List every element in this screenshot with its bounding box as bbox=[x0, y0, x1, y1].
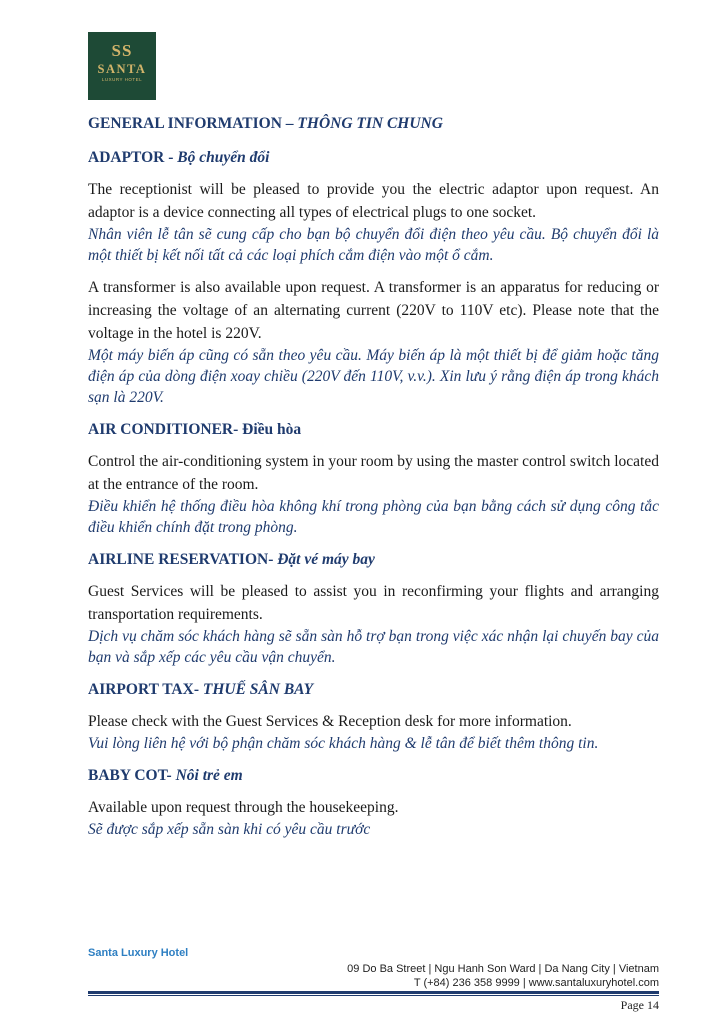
air-conditioner-text-vi: Điều khiển hệ thống điều hòa không khí trong phòng của bạn bằng cách sử dụng công tắc điều khiển chính đặt trong phòng. bbox=[88, 498, 659, 536]
transformer-text-vi: Một máy biến áp cũng có sẵn theo yêu cầu. Máy biến áp là một thiết bị để giảm hoặc tăng điện áp của dòng điện xoay chiều (220V đến 110V, v.v.). Xin lưu ý rằng điện áp trong khách sạn là 220V. bbox=[88, 347, 659, 406]
hotel-logo bbox=[88, 32, 156, 100]
section-title-adaptor: ADAPTOR - Bộ chuyển đổi bbox=[88, 149, 270, 166]
footer-address-block bbox=[347, 962, 659, 990]
airline-reservation-text-en: Guest Services will be pleased to assist you in reconfirming your flights and arranging transportation requirements. bbox=[88, 583, 659, 623]
adaptor-text-en: The receptionist will be pleased to provide you the electric adaptor upon request. An adaptor is a device connecting all types of electrical plugs to one socket. bbox=[88, 181, 659, 221]
footer-contact: T (+84) 236 358 9999 | www.santaluxuryhotel.com bbox=[413, 977, 659, 989]
baby-cot-text-vi: Sẽ được sắp xếp sẵn sàn khi có yêu cầu trước bbox=[88, 821, 371, 838]
section-title-air-conditioner: AIR CONDITIONER- Điều hòa bbox=[88, 421, 302, 438]
section-title-airport-tax: AIRPORT TAX- THUẾ SÂN BAY bbox=[88, 681, 314, 698]
baby-cot-text-en: Available upon request through the housekeeping. bbox=[88, 799, 399, 816]
footer-divider bbox=[88, 991, 659, 994]
footer-divider-thin bbox=[88, 995, 659, 996]
airport-tax-text-en: Please check with the Guest Services & Reception desk for more information. bbox=[88, 713, 572, 730]
logo-subtitle: LUXURY HOTEL bbox=[101, 77, 143, 82]
air-conditioner-text-en: Control the air-conditioning system in your room by using the master control switch located at the entrance of the room. bbox=[88, 453, 659, 493]
page-title: GENERAL INFORMATION – THÔNG TIN CHUNG bbox=[88, 115, 443, 132]
logo-name: SANTA bbox=[97, 62, 147, 76]
section-title-baby-cot: BABY COT- Nôi trẻ em bbox=[88, 767, 243, 784]
airline-reservation-text-vi: Dịch vụ chăm sóc khách hàng sẽ sẵn sàn hỗ trợ bạn trong việc xác nhận lại chuyến bay của bạn và sắp xếp các yêu cầu vận chuyển. bbox=[88, 628, 659, 666]
logo-monogram: SS bbox=[111, 41, 133, 60]
transformer-text-en: A transformer is also available upon request. A transformer is an apparatus for reducing or increasing the voltage of an alternating current (220V to 110V etc). Please note that the voltage in the hotel is 220V. bbox=[88, 279, 659, 342]
footer-address: 09 Do Ba Street | Ngu Hanh Son Ward | Da Nang City | Vietnam bbox=[347, 963, 659, 975]
page-content bbox=[88, 112, 659, 850]
page-number: Page 14 bbox=[620, 998, 659, 1012]
adaptor-text-vi: Nhân viên lễ tân sẽ cung cấp cho bạn bộ chuyển đổi điện theo yêu cầu. Bộ chuyển đổi là một thiết bị kết nối tất cả các loại phích cắm điện vào một ổ cắm. bbox=[88, 226, 659, 264]
airport-tax-text-vi: Vui lòng liên hệ với bộ phận chăm sóc khách hàng & lễ tân để biết thêm thông tin. bbox=[88, 735, 599, 752]
section-title-airline-reservation: AIRLINE RESERVATION- Đặt vé máy bay bbox=[88, 551, 375, 568]
footer-hotel-name: Santa Luxury Hotel bbox=[88, 947, 189, 959]
